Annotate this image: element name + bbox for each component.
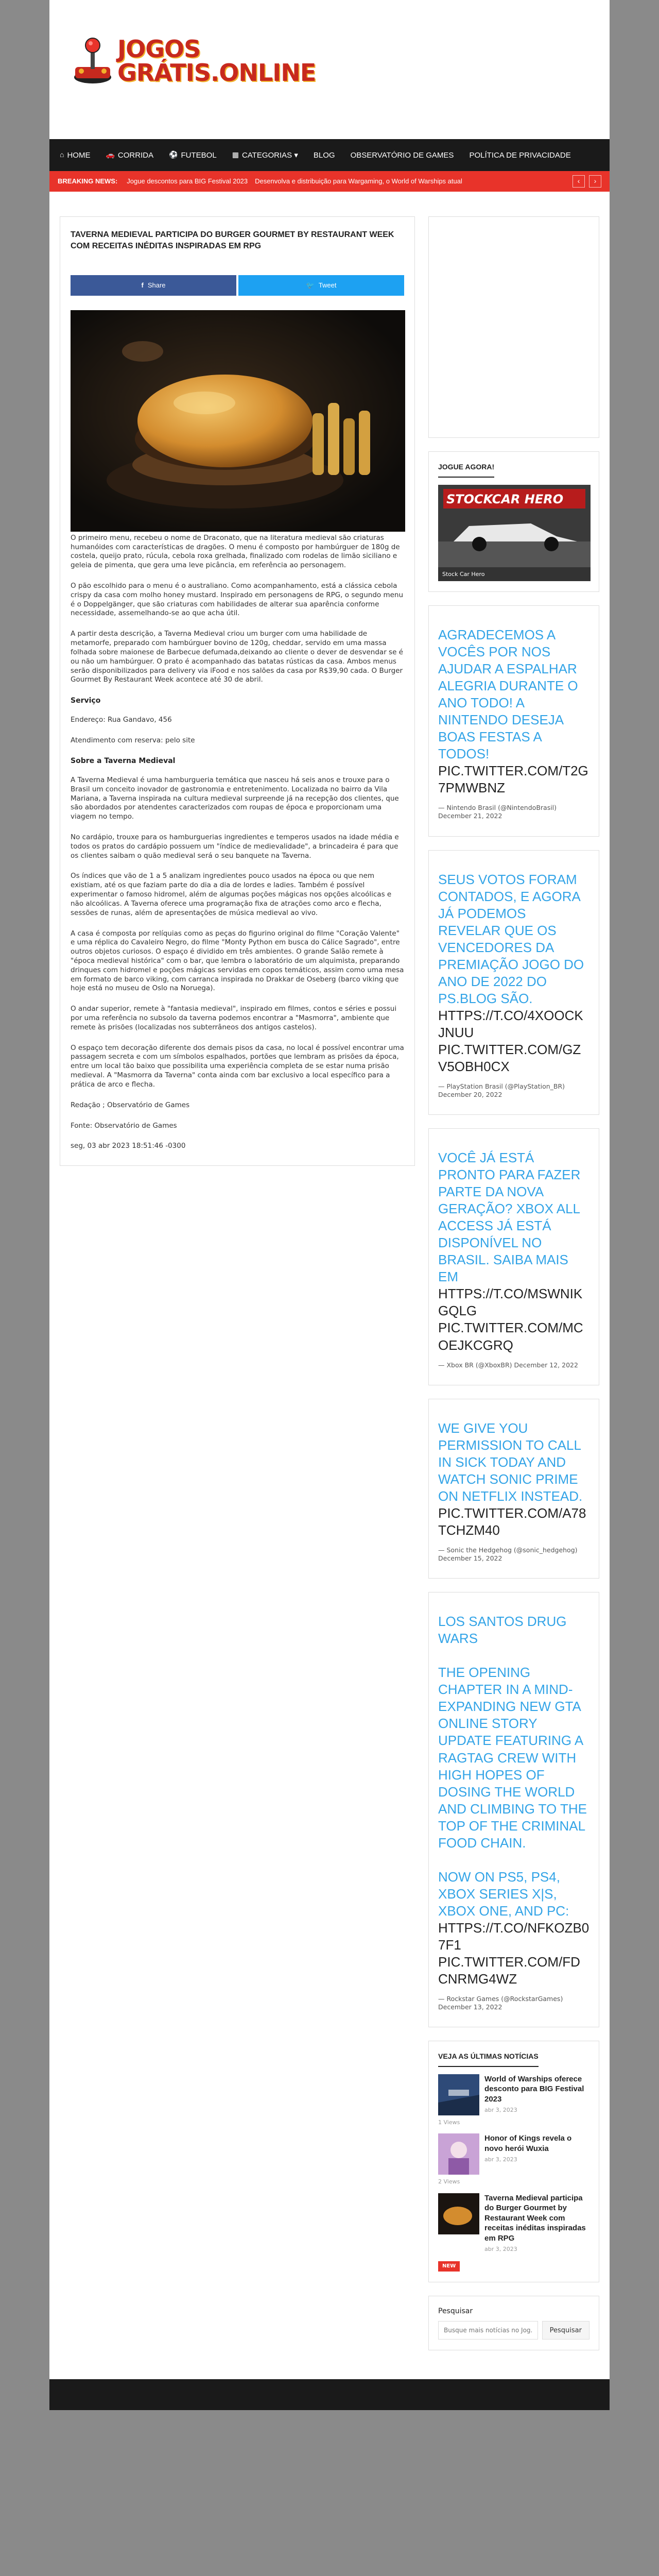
nav-item-home[interactable]: ⌂ HOME <box>60 150 91 160</box>
page <box>49 0 610 2379</box>
paragraph: A Taverna Medieval é uma hamburgueria temática que nasceu há seis anos e trouxe para o Brasil um conceito inovador de gastronomia e entretenimento. Localizada no bairro da Vila Mariana, a Taverna inspirada na cultura medieval surpreende já na recepção dos clientes, que são abordados por atendentes caracterizados com roupas de época e proporcionam uma viagem no tempo. <box>71 775 399 821</box>
logo-line-2: GRÁTIS.ONLINE <box>117 58 316 87</box>
paragraph: O primeiro menu, recebeu o nome de Draconato, que na literatura medieval são criaturas humanóides com características de dragões. O menu é composto por hambúrguer de 180g de costela, queijo prato, rúcula, cebola roxa grelhada, finalizado com rodelas de limão siciliano e geleia de pimenta, que gera uma leve picância, em referência ao personagem. <box>71 533 400 570</box>
tweet-link[interactable]: PIC.TWITTER.COM/A78TCHZM40 <box>438 1505 586 1538</box>
news-views: 2 Views <box>438 2178 460 2185</box>
section-heading-sobre: Sobre a Taverna Medieval <box>71 757 176 766</box>
latest-news-item[interactable] <box>438 2074 589 2115</box>
service-address: Endereço: Rua Gandavo, 456 <box>71 715 172 724</box>
latest-news-item[interactable] <box>438 2133 589 2175</box>
game-widget <box>428 451 599 592</box>
ticker-prev-icon[interactable]: ‹ <box>573 175 585 188</box>
tweet-text: VOCÊ JÁ ESTÁ PRONTO PARA FAZER PARTE DA NOVA GERAÇÃO? XBOX ALL ACCESS JÁ ESTÁ DISPONÍVEL NO BRASIL. SAIBA MAIS EM <box>438 1150 581 1285</box>
tweet-meta[interactable]: — Xbox BR (@XboxBR) December 12, 2022 <box>438 1361 578 1369</box>
facebook-icon: f <box>141 281 144 289</box>
search-button[interactable]: Pesquisar <box>542 2321 589 2340</box>
soccer-icon: ⚽ <box>169 150 178 159</box>
nav-item-observatorio[interactable]: OBSERVATÓRIO DE GAMES <box>350 150 454 160</box>
facebook-share-button[interactable]: f Share <box>71 275 236 296</box>
post-title: TAVERNA MEDIEVAL PARTICIPA DO BURGER GOURMET BY RESTAURANT WEEK COM RECEITAS INÉDITAS INSPIRADAS EM RPG <box>71 230 394 251</box>
footer <box>49 2379 610 2410</box>
twitter-icon: 🐦 <box>306 281 315 289</box>
latest-news-item[interactable] <box>438 2193 589 2253</box>
tweet-meta[interactable]: — Rockstar Games (@RockstarGames) December 13, 2022 <box>438 1994 563 2011</box>
news-title[interactable]: Taverna Medieval participa do Burger Gourmet by Restaurant Week com receitas inéditas inspiradas em RPG <box>484 2193 586 2243</box>
paragraph: A partir desta descrição, a Taverna Medieval criou um burger com uma habilidade de metamorfe, preparado com hambúrguer bovino de 120g, cheddar, servido em uma massa folhada sobre maionese de Barbecue defumada,deixando ao cliente o dever de desvendar se é ou não um hambúrguer. O prato é acompanhado das batatas rústicas da casa. Ambos menus serão disponibilizados para delivery via iFood e nos salões da casa por R$39,90 cada. O Burger Gourmet By Restaurant Week acontece até 30 de abril. <box>71 630 403 684</box>
burger-photo <box>71 310 405 532</box>
paragraph: A casa é composta por relíquias como as peças do figurino original do filme "Coração Valente" e uma réplica do Cavaleiro Negro, do filme "Monty Python em busca do Cálice Sagrado", entre outros objetos curiosos. O espaço é dividido em três ambientes. O grande Salão remete à "época medieval histórica" com o bar, que lembra o laboratório de um alquimista, preparando drinques com hidromel e poções mágicas servidas em copos temáticos, assim como uma mesa em formato de barco viking, com carranca inspirada no Drakkar de Oseberg (barco viking que hoje está no museu de Oslo na Noruega). <box>71 929 404 993</box>
grid-icon: ▦ <box>232 150 239 159</box>
news-thumbnail[interactable] <box>438 2193 479 2234</box>
game-name[interactable]: Stock Car Hero <box>438 567 591 581</box>
ticker-next-icon[interactable]: › <box>589 175 601 188</box>
ticker-item[interactable]: Desenvolva e distribuição para Wargaming, o World of Warships atual <box>255 177 462 185</box>
tweet-link[interactable]: PIC.TWITTER.COM/T2G7PMWBNZ <box>438 763 588 796</box>
fonte: Fonte: Observatório de Games <box>71 1121 177 1130</box>
main-navigation <box>49 139 610 171</box>
nav-item-categorias[interactable]: ▦ CATEGORIAS ▾ <box>232 150 298 160</box>
redacao: Redação ; Observatório de Games <box>71 1100 190 1109</box>
ticker-label: BREAKING NEWS: <box>58 177 118 185</box>
tweet-text: LOS SANTOS DRUG WARS THE OPENING CHAPTER IN A MIND-EXPANDING NEW GTA ONLINE STORY UPDATE FEATURING A RAGTAG CREW WITH HIGH HOPES OF DOSING THE WORLD AND CLIMBING TO THE TOP OF THE CRIMINAL FOOD CHAIN. NOW ON PS5, PS4, XBOX SERIES X|S, XBOX ONE, AND PC: <box>438 1614 587 1919</box>
widget-title: VEJA AS ÚLTIMAS NOTÍCIAS <box>438 2052 539 2067</box>
game-banner-title: STOCKCAR HERO <box>446 492 564 506</box>
article-body <box>71 534 404 1151</box>
ticker-item[interactable]: Jogue descontos para BIG Festival 2023 <box>127 177 248 185</box>
logo-line-1: JOGOS <box>117 35 201 63</box>
news-title[interactable]: World of Warships oferece desconto para BIG Festival 2023 <box>484 2074 584 2104</box>
ad-placeholder <box>428 216 599 438</box>
paragraph: No cardápio, trouxe para os hamburguerias ingredientes e temperos usados na idade média e todos os pratos do cardápio possuem um "índice de medievalidade", a brincadeira é para que os clientes saibam o quão medieval será o seu banquete na Taverna. <box>71 833 399 860</box>
paragraph: O andar superior, remete à "fantasia medieval", inspirado em filmes, contos e séries e possui por uma referência no subsolo da taverna podemos encontrar a "Masmorra", ambiente que remete às prisões (localizadas nos subterrâneos dos antigos castelos). <box>71 1005 397 1031</box>
site-logo[interactable] <box>70 36 610 85</box>
header <box>49 0 610 139</box>
post-date: seg, 03 abr 2023 18:51:46 -0300 <box>71 1142 186 1150</box>
tweet-text: WE GIVE YOU PERMISSION TO CALL IN SICK TODAY AND WATCH SONIC PRIME ON NETFLIX INSTEAD. <box>438 1420 583 1504</box>
paragraph: O pão escolhido para o menu é o australiano. Como acompanhamento, está a clássica cebola crispy da casa com molho honey mustard. Inspirado em personagens de RPG, o segundo menu é o Doppelgänger, que são criaturas com habilidades de alterar sua aparência conforme necessidade, assemelhando-se ao que acha útil. <box>71 582 404 618</box>
twitter-share-button[interactable]: 🐦 Tweet <box>238 275 404 296</box>
tweet-text: AGRADECEMOS A VOCÊS POR NOS AJUDAR A ESPALHAR ALEGRIA DURANTE O ANO TODO! A NINTENDO DESEJA BOAS FESTAS A TODOS! <box>438 626 578 762</box>
news-views: 1 Views <box>438 2119 460 2126</box>
nav-item-blog[interactable]: BLOG <box>313 150 335 160</box>
news-date: abr 3, 2023 <box>484 2107 517 2114</box>
tweet-widget <box>428 605 599 837</box>
news-title[interactable]: Honor of Kings revela o novo herói Wuxia <box>484 2134 572 2153</box>
widget-title: JOGUE AGORA! <box>438 462 494 478</box>
latest-news-widget <box>428 2041 599 2282</box>
tweet-widget <box>428 850 599 1115</box>
search-label: Pesquisar <box>438 2307 473 2316</box>
game-card[interactable] <box>438 485 591 581</box>
article <box>60 216 415 1166</box>
nav-item-corrida[interactable]: 🚗 CORRIDA <box>106 150 154 160</box>
tweet-meta[interactable]: — Nintendo Brasil (@NintendoBrasil) December 21, 2022 <box>438 804 557 820</box>
tweet-meta[interactable]: — Sonic the Hedgehog (@sonic_hedgehog) December 15, 2022 <box>438 1546 578 1563</box>
news-date: abr 3, 2023 <box>484 2156 517 2163</box>
news-date: abr 3, 2023 <box>484 2246 517 2253</box>
tweet-widget <box>428 1399 599 1579</box>
joystick-logo-icon <box>70 36 115 85</box>
tweet-text: SEUS VOTOS FORAM CONTADOS, E AGORA JÁ PODEMOS REVELAR QUE OS VENCEDORES DA PREMIAÇÃO JOGO DO ANO DE 2022 DO PS.BLOG SÃO. <box>438 871 584 1006</box>
search-input[interactable] <box>438 2321 538 2340</box>
tweet-link[interactable]: HTTPS://T.CO/NFKOZB07F1 PIC.TWITTER.COM/FDCNRMG4WZ <box>438 1920 589 1987</box>
share-bar <box>71 275 404 296</box>
tweet-meta[interactable]: — PlayStation Brasil (@PlayStation_BR) December 20, 2022 <box>438 1082 565 1099</box>
news-thumbnail[interactable] <box>438 2074 479 2115</box>
news-thumbnail[interactable] <box>438 2133 479 2175</box>
section-heading-servico: Serviço <box>71 697 101 705</box>
paragraph: Os índices que vão de 1 a 5 analizam ingredientes pouco usados na época ou que nem existiam, até os que faziam parte do dia a dia de lordes e ladies. Também é possível experimentar o famoso hidromel, além de algumas poções mágicas nos opções alcoólicas e não alcoólicas. A Taverna oferece uma programação fixa de atrações como arco e flecha, sessões de runas, além de apresentações de música medieval ao vivo. <box>71 872 392 917</box>
service-hours: Atendimento com reserva: pelo site <box>71 736 195 744</box>
nav-item-privacidade[interactable]: POLÍTICA DE PRIVACIDADE <box>469 150 571 160</box>
tweet-link[interactable]: HTTPS://T.CO/MSWNIKGQLG PIC.TWITTER.COM/MCOEJKCGRQ <box>438 1286 583 1353</box>
game-banner[interactable] <box>438 485 591 567</box>
search-widget <box>428 2296 599 2350</box>
car-icon: 🚗 <box>106 150 115 159</box>
new-badge: NEW <box>438 2261 460 2272</box>
nav-item-futebol[interactable]: ⚽ FUTEBOL <box>169 150 217 160</box>
tweet-widget <box>428 1592 599 2027</box>
tweet-link[interactable]: HTTPS://T.CO/4XOOCKJNUU PIC.TWITTER.COM/GZV5OBH0CX <box>438 1007 583 1074</box>
tweet-widget <box>428 1128 599 1385</box>
paragraph: O espaço tem decoração diferente dos demais pisos da casa, no local é possível encontrar uma passagem secreta e com um símbolos espalhados, portões que lembram as prisões da época, entre um local tão baixo que possibilita uma experiência completa de se estar numa prisão medieval. A "Masmorra da Taverna" conta ainda com bar exclusivo a local específico para a prática de arco e flecha. <box>71 1043 404 1089</box>
home-icon: ⌂ <box>60 150 64 159</box>
breaking-news-ticker <box>49 171 610 192</box>
sidebar <box>428 216 599 2364</box>
